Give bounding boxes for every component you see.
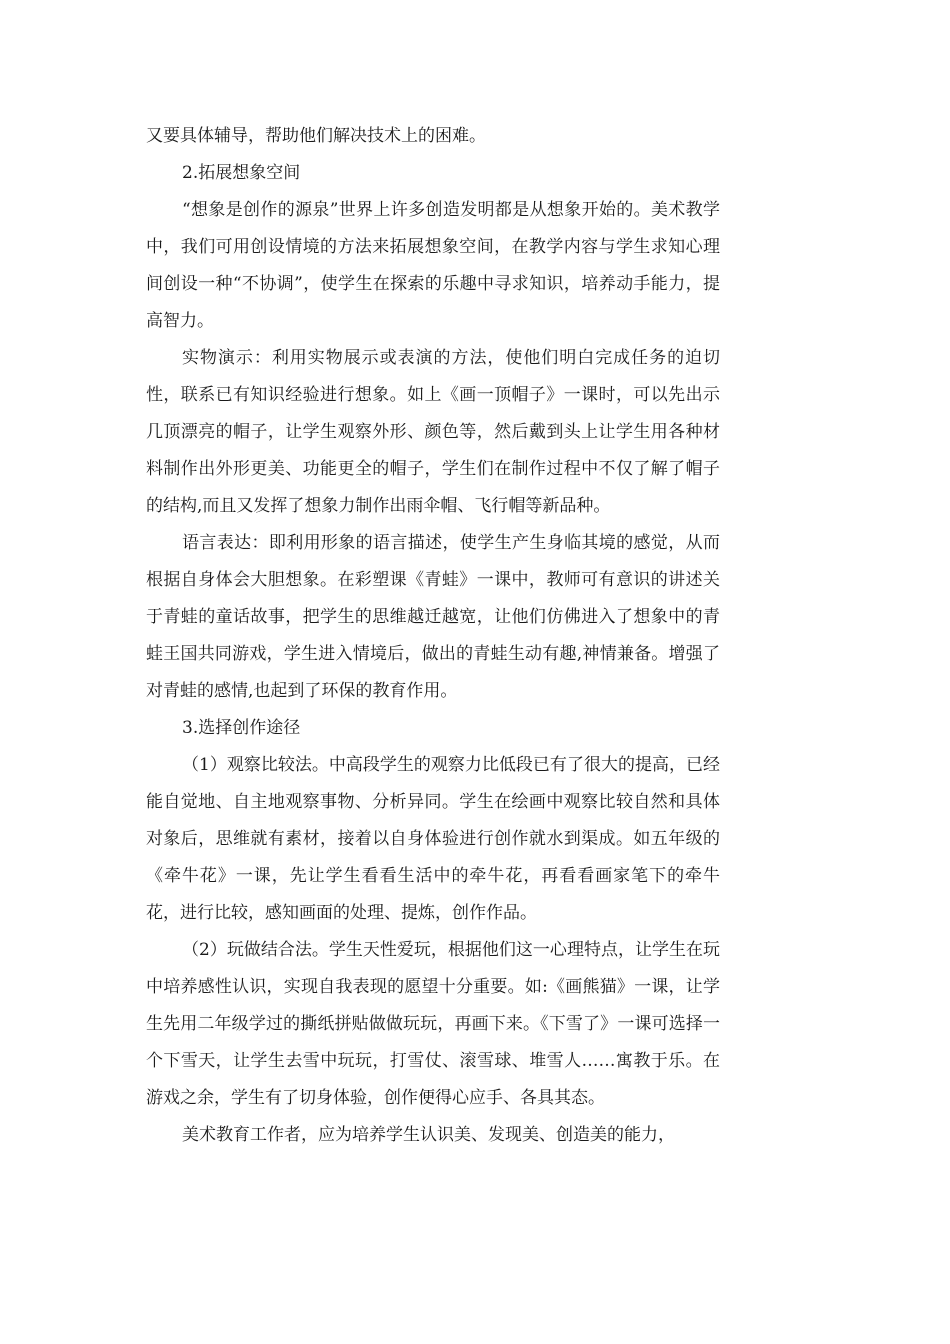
document-body	[146, 118, 720, 1154]
paragraph-imagination-source: “想象是创作的源泉”世界上许多创造发明都是从想象开始的。美术教学中，我们可用创设情境的方法来拓展想象空间，在教学内容与学生求知心理间创设一种“不协调”，使学生在探索的乐趣中寻求知识，培养动手能力，提高智力。	[146, 200, 720, 331]
paragraph-observation-comparison: （1）观察比较法。中高段学生的观察力比低段已有了很大的提高，已经能自觉地、自主地观察事物、分析异同。学生在绘画中观察比较自然和具体对象后，思维就有素材，接着以自身体验进行创作就水到渠成。如五年级的《牵牛花》一课，先让学生看看生活中的牵牛花，再看看画家笔下的牵牛花，进行比较，感知画面的处理、提炼，创作作品。	[146, 755, 720, 923]
paragraph-art-educators: 美术教育工作者，应为培养学生认识美、发现美、创造美的能力，	[182, 1125, 675, 1145]
paragraph-language-expression: 语言表达：即利用形象的语言描述，使学生产生身临其境的感觉，从而根据自身体会大胆想象。在彩塑课《青蛙》一课中，教师可有意识的讲述关于青蛙的童话故事，把学生的思维越迁越宽，让他们仿佛进入了想象中的青蛙王国共同游戏，学生进入情境后，做出的青蛙生动有趣,神情兼备。增强了对青蛙的感情,也起到了环保的教育作用。	[146, 533, 720, 701]
section-heading-expand-imagination: 2.拓展想象空间	[182, 163, 301, 183]
paragraph-play-and-make: （2）玩做结合法。学生天性爱玩，根据他们这一心理特点，让学生在玩中培养感性认识，实现自我表现的愿望十分重要。如:《画熊猫》一课，让学生先用二年级学过的撕纸拼贴做做玩玩，再画下来。《下雪了》一课可选择一个下雪天，让学生去雪中玩玩，打雪仗、滚雪球、堆雪人……寓教于乐。在游戏之余，学生有了切身体验，创作便得心应手、各具其态。	[146, 940, 720, 1108]
paragraph-object-demonstration: 实物演示：利用实物展示或表演的方法，使他们明白完成任务的迫切性，联系已有知识经验进行想象。如上《画一顶帽子》一课时，可以先出示几顶漂亮的帽子，让学生观察外形、颜色等，然后戴到头上让学生用各种材料制作出外形更美、功能更全的帽子，学生们在制作过程中不仅了解了帽子的结构,而且又发挥了想象力制作出雨伞帽、飞行帽等新品种。	[146, 348, 720, 516]
section-heading-creation-path: 3.选择创作途径	[182, 718, 301, 738]
paragraph-continuation: 又要具体辅导，帮助他们解决技术上的困难。	[146, 126, 486, 146]
